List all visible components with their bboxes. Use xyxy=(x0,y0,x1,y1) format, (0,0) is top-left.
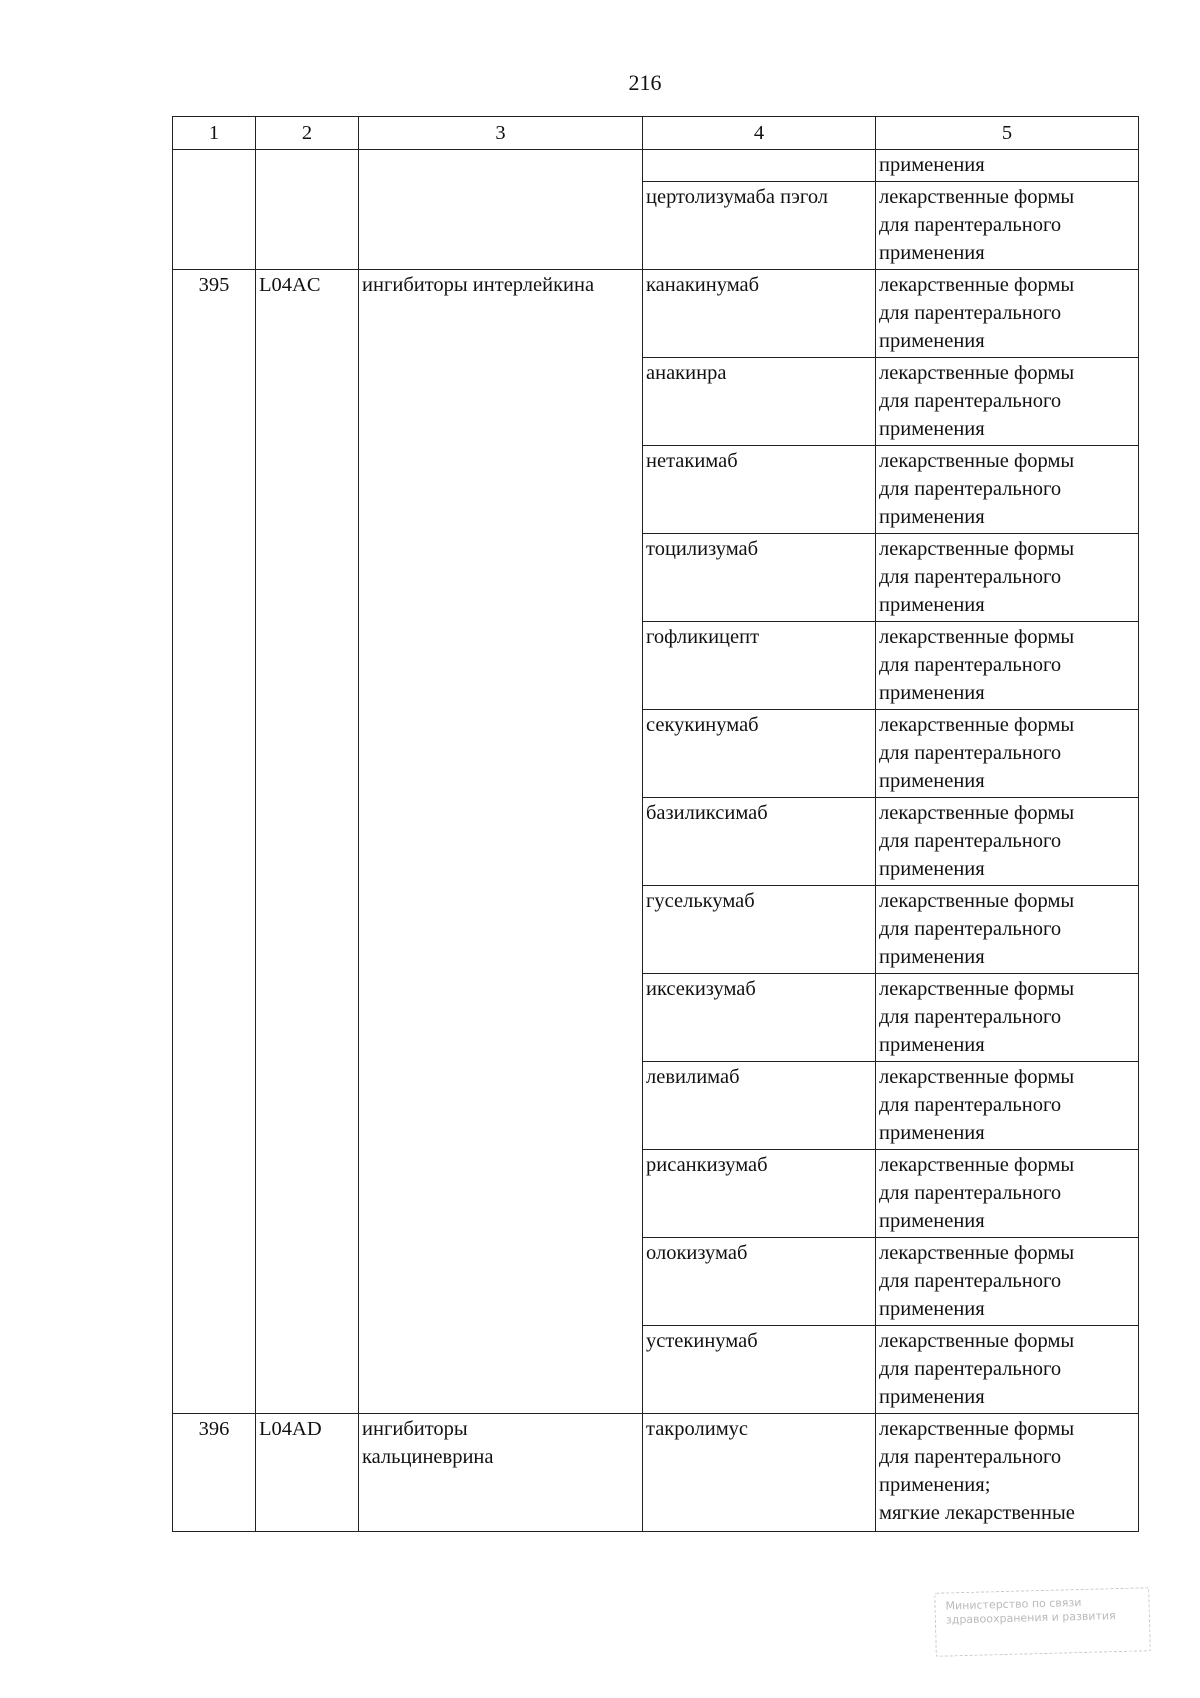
stamp-line: Министерство по связи xyxy=(945,1595,1082,1613)
header-cell-4: 4 xyxy=(643,117,876,150)
form-line: применения xyxy=(879,242,985,264)
drug-name-cell: иксекизумаб xyxy=(643,974,876,1062)
form-cell xyxy=(876,446,1139,534)
form-line: лекарственные формы xyxy=(879,1066,1075,1088)
form-cell xyxy=(876,1326,1139,1414)
form-line: для парентерального xyxy=(879,1446,1062,1468)
form-line: мягкие лекарственные xyxy=(879,1502,1075,1524)
form-line: для парентерального xyxy=(879,214,1062,236)
header-cell-5: 5 xyxy=(876,117,1139,150)
drug-name-cell: такролимус xyxy=(643,1414,876,1532)
form-line: лекарственные формы xyxy=(879,890,1075,912)
form-line: применения xyxy=(879,330,985,352)
form-line: для парентерального xyxy=(879,1094,1062,1116)
atc-group-cell xyxy=(359,1414,643,1532)
table-row xyxy=(173,270,1139,358)
atc-code-cell: L04AD xyxy=(256,1414,359,1532)
form-line: лекарственные формы xyxy=(879,802,1075,824)
form-line: лекарственные формы xyxy=(879,538,1075,560)
empty-cell xyxy=(359,150,643,270)
header-row xyxy=(173,117,1139,150)
form-line: лекарственные формы xyxy=(879,1418,1075,1440)
form-cell xyxy=(876,974,1139,1062)
form-line: лекарственные формы xyxy=(879,274,1075,296)
form-line: применения xyxy=(879,594,985,616)
drug-table xyxy=(172,116,1139,1532)
registration-stamp xyxy=(934,1587,1151,1657)
form-line: применения xyxy=(879,1034,985,1056)
form-line: лекарственные формы xyxy=(879,186,1075,208)
form-line: лекарственные формы xyxy=(879,1330,1075,1352)
form-line: лекарственные формы xyxy=(879,450,1075,472)
form-line: для парентерального xyxy=(879,390,1062,412)
empty-cell xyxy=(256,150,359,270)
form-cell xyxy=(876,710,1139,798)
drug-name-cell: гуселькумаб xyxy=(643,886,876,974)
form-line: применения xyxy=(879,1298,985,1320)
page-number: 216 xyxy=(628,70,662,95)
form-line: лекарственные формы xyxy=(879,1242,1075,1264)
form-line: для парентерального xyxy=(879,566,1062,588)
form-line: для парентерального xyxy=(879,654,1062,676)
form-line: применения xyxy=(879,858,985,880)
form-cell xyxy=(876,1150,1139,1238)
form-line: лекарственные формы xyxy=(879,978,1075,1000)
row-number-cell: 395 xyxy=(173,270,256,1414)
drug-name-cell: секукинумаб xyxy=(643,710,876,798)
form-cell xyxy=(876,1238,1139,1326)
form-line: лекарственные формы xyxy=(879,714,1075,736)
form-line: для парентерального xyxy=(879,830,1062,852)
drug-name-cell: цертолизумаба пэгол xyxy=(643,182,876,270)
form-line: для парентерального xyxy=(879,302,1062,324)
header-cell-2: 2 xyxy=(256,117,359,150)
form-line: применения xyxy=(879,506,985,528)
header-cell-3: 3 xyxy=(359,117,643,150)
empty-cell xyxy=(643,150,876,182)
form-line: применения; xyxy=(879,1474,991,1496)
form-line: применения xyxy=(879,1210,985,1232)
form-cell xyxy=(876,534,1139,622)
form-cell xyxy=(876,358,1139,446)
form-line: для парентерального xyxy=(879,742,1062,764)
header-cell-1: 1 xyxy=(173,117,256,150)
form-cell xyxy=(876,886,1139,974)
form-line: применения xyxy=(879,946,985,968)
form-line: применения xyxy=(879,1122,985,1144)
form-line: для парентерального xyxy=(879,478,1062,500)
drug-name-cell: гофликицепт xyxy=(643,622,876,710)
empty-cell xyxy=(173,150,256,270)
drug-name-cell: базиликсимаб xyxy=(643,798,876,886)
form-cell xyxy=(876,622,1139,710)
drug-name-cell: устекинумаб xyxy=(643,1326,876,1414)
atc-group-line: кальциневрина xyxy=(362,1446,494,1468)
drug-name-cell: олокизумаб xyxy=(643,1238,876,1326)
form-line: для парентерального xyxy=(879,1358,1062,1380)
atc-group-line: ингибиторы xyxy=(362,1418,468,1440)
form-line: применения xyxy=(879,1386,985,1408)
stamp-line: здравоохранения и развития xyxy=(945,1609,1116,1627)
form-cell xyxy=(876,270,1139,358)
table-row xyxy=(173,1414,1139,1532)
drug-name-cell: канакинумаб xyxy=(643,270,876,358)
continuation-row xyxy=(173,150,1139,182)
form-line: для парентерального xyxy=(879,1182,1062,1204)
form-line: лекарственные формы xyxy=(879,1154,1075,1176)
form-cell xyxy=(876,1062,1139,1150)
form-line: применения xyxy=(879,418,985,440)
form-line: для парентерального xyxy=(879,1270,1062,1292)
form-line: лекарственные формы xyxy=(879,626,1075,648)
atc-group-cell: ингибиторы интерлейкина xyxy=(359,270,643,1414)
drug-name-cell: нетакимаб xyxy=(643,446,876,534)
atc-code-cell: L04AC xyxy=(256,270,359,1414)
form-line: применения xyxy=(879,770,985,792)
form-line: для парентерального xyxy=(879,918,1062,940)
drug-name-cell: анакинра xyxy=(643,358,876,446)
form-cell xyxy=(876,182,1139,270)
form-cell xyxy=(876,1414,1139,1532)
drug-name-cell: тоцилизумаб xyxy=(643,534,876,622)
form-line: для парентерального xyxy=(879,1006,1062,1028)
form-line: лекарственные формы xyxy=(879,362,1075,384)
form-cell: применения xyxy=(876,150,1139,182)
form-line: применения xyxy=(879,682,985,704)
form-cell xyxy=(876,798,1139,886)
drug-name-cell: рисанкизумаб xyxy=(643,1150,876,1238)
row-number-cell: 396 xyxy=(173,1414,256,1532)
drug-name-cell: левилимаб xyxy=(643,1062,876,1150)
